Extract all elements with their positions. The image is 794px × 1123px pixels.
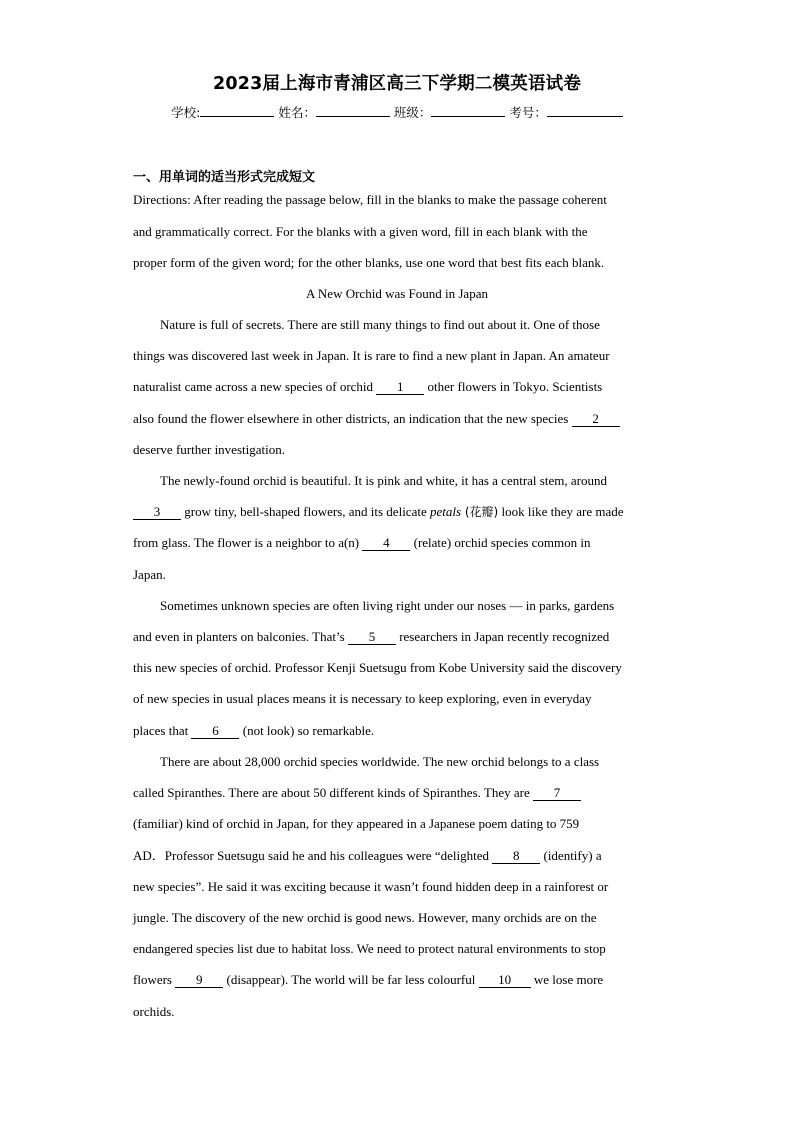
text: AD．Professor Suetsugu said he and his colleagues were “delighted <box>133 848 493 863</box>
text: called Spiranthes. There are about 50 different kinds of Spiranthes. They are <box>133 785 533 800</box>
class-blank[interactable] <box>431 103 505 117</box>
name-label: 姓名： <box>278 105 316 120</box>
passage-line: new species”. He said it was exciting because it wasn’t found hidden deep in a rainforest or <box>133 879 609 894</box>
passage-line: endangered species list due to habitat loss. We need to protect natural environments to stop <box>133 941 606 956</box>
blank-3[interactable]: 3 <box>133 505 181 520</box>
school-blank[interactable] <box>200 103 274 117</box>
blank-7[interactable]: 7 <box>533 786 581 801</box>
section-heading: 一、用单词的适当形式完成短文 <box>133 170 316 185</box>
blank-9[interactable]: 9 <box>175 973 223 988</box>
number-blank[interactable] <box>547 103 623 117</box>
passage-line: orchids. <box>133 1004 175 1019</box>
chinese-gloss: (花瓣) <box>461 505 499 519</box>
text: (relate) orchid species common in <box>410 535 591 550</box>
blank-4[interactable]: 4 <box>362 536 410 551</box>
blank-1[interactable]: 1 <box>376 380 424 395</box>
number-label: 考号： <box>509 105 547 120</box>
passage-line <box>133 972 603 988</box>
passage-line: Sometimes unknown species are often living right under our noses — in parks, gardens <box>160 598 615 613</box>
passage-line <box>133 723 374 739</box>
directions-line: proper form of the given word; for the other blanks, use one word that best fits each blank. <box>133 255 605 270</box>
text: (identify) a <box>540 848 602 863</box>
name-blank[interactable] <box>316 103 390 117</box>
passage-line: (familiar) kind of orchid in Japan, for they appeared in a Japanese poem dating to 759 <box>133 816 580 831</box>
blank-8[interactable]: 8 <box>492 849 540 864</box>
passage-line: of new species in usual places means it is necessary to keep exploring, even in everyday <box>133 691 592 706</box>
italic-word: petals <box>429 504 462 519</box>
passage-line: There are about 28,000 orchid species worldwide. The new orchid belongs to a class <box>160 754 600 769</box>
text: we lose more <box>530 972 604 987</box>
text: also found the flower elsewhere in other districts, an indication that the new species <box>133 411 572 426</box>
text: places that <box>133 723 192 738</box>
text: flowers <box>133 972 176 987</box>
passage-line <box>133 535 591 551</box>
text: and even in planters on balconies. That’s <box>133 629 348 644</box>
passage-line: deserve further investigation. <box>133 442 285 457</box>
text: grow tiny, bell-shaped flowers, and its delicate <box>181 504 430 519</box>
passage-line: Japan. <box>133 567 166 582</box>
passage-line <box>133 411 620 427</box>
text: other flowers in Tokyo. Scientists <box>424 379 603 394</box>
passage-line: Nature is full of secrets. There are still many things to find out about it. One of those <box>160 317 600 332</box>
text: naturalist came across a new species of orchid <box>133 379 377 394</box>
passage-line <box>133 848 602 864</box>
passage-line <box>133 629 609 645</box>
student-info-row <box>0 103 794 121</box>
directions-line: and grammatically correct. For the blanks with a given word, fill in each blank with the <box>133 224 588 239</box>
text: researchers in Japan recently recognized <box>395 629 610 644</box>
blank-5[interactable]: 5 <box>348 630 396 645</box>
passage-line <box>133 504 624 520</box>
blank-6[interactable]: 6 <box>191 724 239 739</box>
blank-10[interactable]: 10 <box>479 973 531 988</box>
text: (disappear). The world will be far less colourful <box>223 972 479 987</box>
passage-line <box>133 785 581 801</box>
passage-line: this new species of orchid. Professor Kenji Suetsugu from Kobe University said the discovery <box>133 660 622 675</box>
text: (not look) so remarkable. <box>239 723 375 738</box>
passage-title: A New Orchid was Found in Japan <box>306 286 488 301</box>
directions-line: Directions: After reading the passage below, fill in the blanks to make the passage coherent <box>133 192 607 207</box>
text: look like they are made <box>498 504 624 519</box>
exam-title: 2023届上海市青浦区高三下学期二模英语试卷 <box>212 74 582 94</box>
school-label: 学校: <box>171 105 201 120</box>
blank-2[interactable]: 2 <box>572 412 620 427</box>
class-label: 班级： <box>393 105 432 120</box>
text: from glass. The flower is a neighbor to a(n) <box>133 535 363 550</box>
passage-line: jungle. The discovery of the new orchid is good news. However, many orchids are on the <box>133 910 597 925</box>
passage-line: things was discovered last week in Japan. It is rare to find a new plant in Japan. An amateur <box>133 348 610 363</box>
passage-line <box>133 379 602 395</box>
passage-line: The newly-found orchid is beautiful. It is pink and white, it has a central stem, around <box>160 473 607 488</box>
